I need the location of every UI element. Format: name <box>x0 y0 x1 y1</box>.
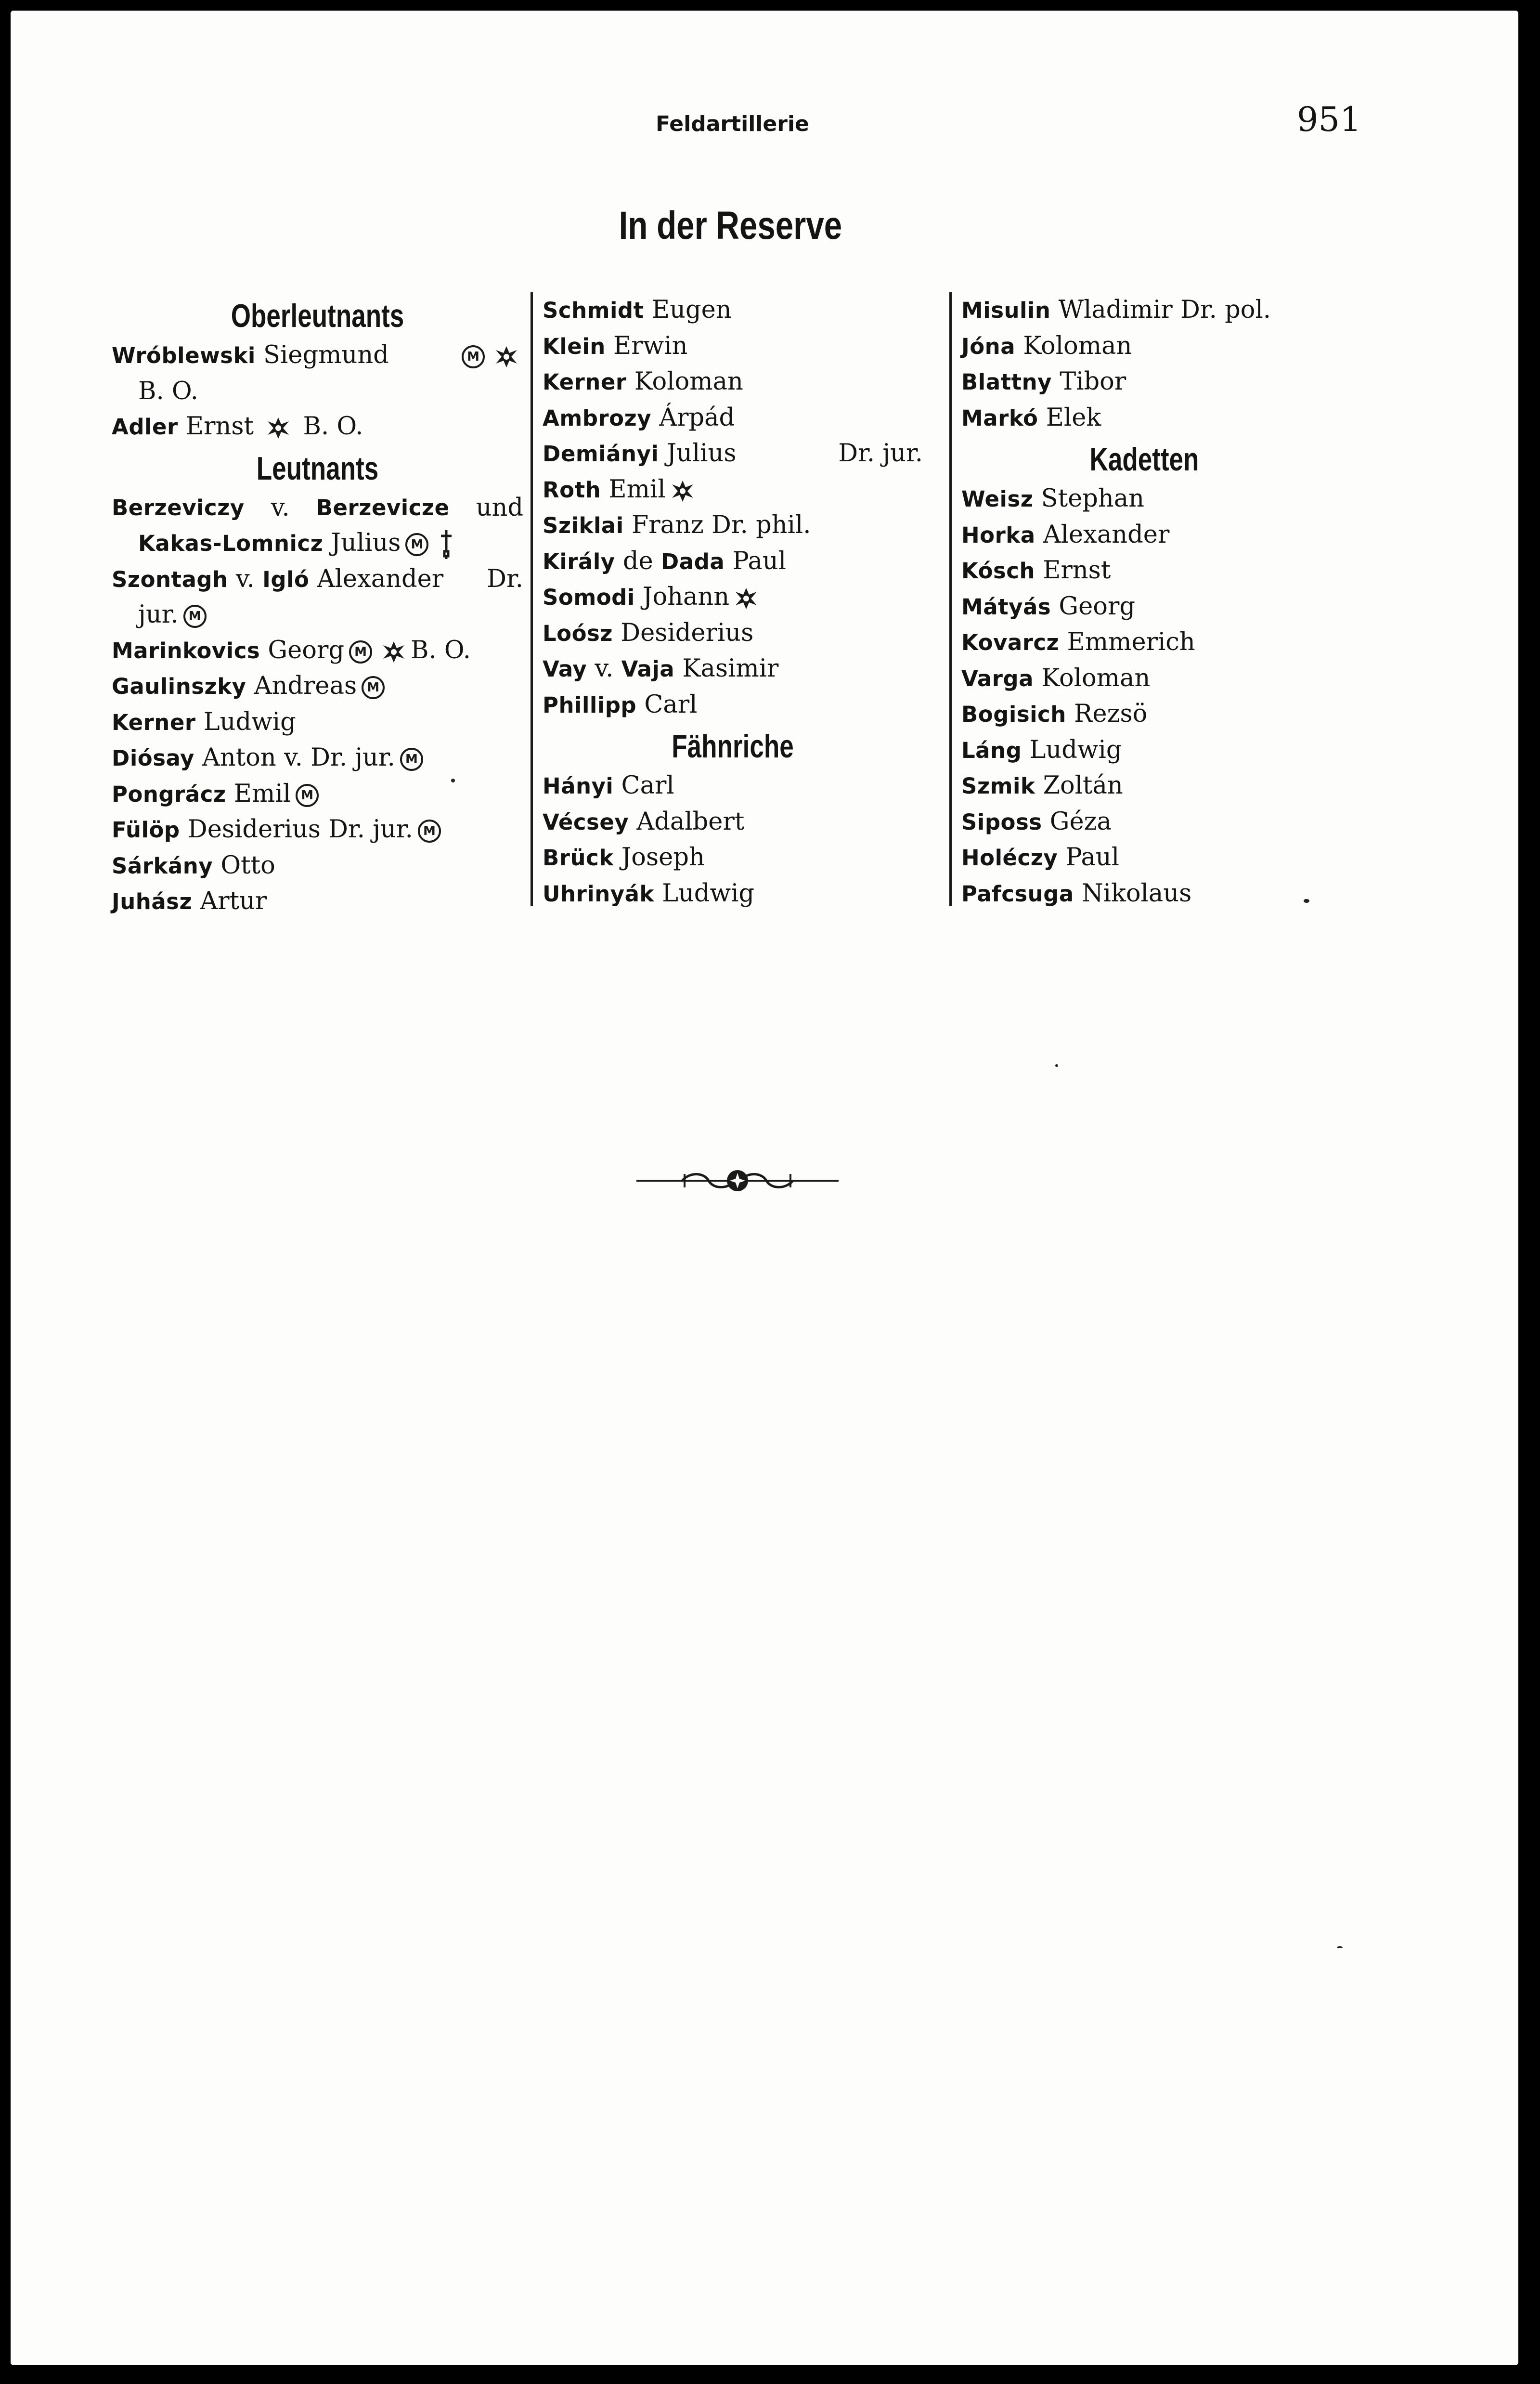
scan-speck <box>1337 1946 1343 1948</box>
surname: Klein <box>543 333 606 359</box>
given-name: Otto <box>220 851 275 880</box>
given-name: Joseph <box>621 843 705 872</box>
given-name: Eugen <box>651 296 732 324</box>
list-item <box>961 481 1327 517</box>
given-name: Carl <box>644 690 698 719</box>
surname: Berzeviczy <box>112 495 245 521</box>
title: Dr. jur. <box>838 439 923 468</box>
given-name: Stephan <box>1041 484 1145 513</box>
list-item <box>112 668 523 704</box>
page-number: 951 <box>1297 100 1361 139</box>
surname: Wróblewski <box>112 343 256 368</box>
list-item <box>543 804 923 840</box>
given-name: Johann <box>643 583 730 611</box>
decoration-suffix: B. O. <box>138 377 198 405</box>
list-item <box>961 732 1327 769</box>
list-item <box>543 579 923 615</box>
surname: Weisz <box>961 486 1034 512</box>
given-name: Adalbert <box>636 807 745 836</box>
given-name: Julius <box>331 529 401 557</box>
list-item <box>543 876 923 912</box>
list-item <box>543 364 923 400</box>
given-name: Ludwig <box>662 879 755 908</box>
medal-icon: M <box>183 605 207 628</box>
given-name: Erwin <box>613 331 688 360</box>
list-item <box>112 338 523 409</box>
list-item <box>961 517 1327 553</box>
list-item <box>543 292 923 328</box>
given-name: Kasimir <box>682 654 779 683</box>
surname: Jóna <box>961 333 1016 359</box>
heading-oberleutnants: Oberleutnants <box>231 298 404 334</box>
list-item <box>961 625 1327 661</box>
list-item <box>961 292 1327 328</box>
given-name: Nikolaus <box>1082 879 1192 908</box>
surname: Schmidt <box>543 298 644 323</box>
given-name: Tibor <box>1060 367 1126 396</box>
surname: Blattny <box>961 369 1052 395</box>
given-name: Koloman <box>634 367 743 396</box>
surname: Kerner <box>543 369 627 395</box>
given-name: Franz <box>631 511 704 539</box>
list-item <box>112 409 523 445</box>
surname: Diósay <box>112 745 194 771</box>
list-item <box>961 661 1327 697</box>
list-item <box>112 848 523 884</box>
surname: Fülöp <box>112 817 180 843</box>
page-sheet <box>11 11 1518 2365</box>
list-item <box>543 687 923 723</box>
section-title: In der Reserve <box>619 204 842 248</box>
medal-icon: M <box>296 784 319 807</box>
list-item <box>543 840 923 876</box>
surname: Kovarcz <box>961 630 1060 655</box>
surname: Bogisich <box>961 702 1066 727</box>
surname: Loósz <box>543 620 613 646</box>
given-name: Emil <box>608 475 666 504</box>
title-continued: jur. <box>138 600 179 629</box>
surname: Király <box>543 548 615 574</box>
surname: Mátyás <box>961 594 1051 620</box>
list-item <box>961 696 1327 732</box>
list-item <box>961 328 1327 365</box>
list-item <box>112 633 523 669</box>
surname: Vécsey <box>543 809 629 835</box>
list-item <box>112 812 523 848</box>
scan-speck <box>1304 899 1309 903</box>
surname: Gaulinszky <box>112 674 246 699</box>
given-name: Desiderius <box>621 618 754 647</box>
cross-icon <box>382 640 406 664</box>
surname: Demiányi <box>543 441 659 467</box>
decoration-suffix: B. O. <box>303 412 363 441</box>
column-right <box>949 292 1327 906</box>
given-name: Georg <box>1059 592 1136 621</box>
particle: de <box>622 547 653 575</box>
heading-kadetten: Kadetten <box>1089 441 1199 478</box>
list-item <box>112 884 523 920</box>
cross-icon <box>494 345 518 369</box>
surname: Pongrácz <box>112 781 226 807</box>
list-item <box>543 436 923 472</box>
given-name: Géza <box>1049 807 1112 836</box>
column-left <box>112 292 523 920</box>
surname: Sziklai <box>543 513 624 538</box>
cross-icon <box>266 416 290 440</box>
list-item <box>112 704 523 741</box>
surname: Berzevicze <box>316 495 450 521</box>
list-item <box>543 544 923 580</box>
surname: Szontagh <box>112 566 228 592</box>
given-name: Koloman <box>1023 331 1132 360</box>
list-item <box>961 364 1327 400</box>
scan-speck <box>451 779 455 782</box>
list-item <box>961 553 1327 589</box>
medal-icon: M <box>418 820 441 843</box>
surname: Vaja <box>621 656 675 682</box>
list-item <box>543 651 923 687</box>
medal-icon: M <box>362 676 385 699</box>
heading-fahnriche: Fähnriche <box>672 728 794 765</box>
surname: Kerner <box>112 709 196 735</box>
given-name: Ernst <box>185 412 254 441</box>
list-item <box>961 876 1327 912</box>
particle: v. <box>235 564 255 593</box>
given-name: Anton <box>202 743 276 772</box>
surname: Szmik <box>961 773 1035 799</box>
surname: Misulin <box>961 298 1051 323</box>
surname: Igló <box>262 566 310 592</box>
medal-icon: M <box>405 533 428 556</box>
given-name: Artur <box>200 887 267 915</box>
list-item <box>961 768 1327 804</box>
surname: Kakas-Lomnicz <box>138 531 324 556</box>
medal-icon: M <box>349 640 372 664</box>
cross-icon <box>734 586 758 611</box>
given-name: Carl <box>621 771 674 800</box>
given-name: Emil <box>233 779 291 808</box>
given-name: Julius <box>666 439 737 468</box>
list-item <box>112 776 523 812</box>
surname: Roth <box>543 477 601 503</box>
heading-leutnants: Leutnants <box>256 450 379 487</box>
surname: Sárkány <box>112 853 213 879</box>
given-name: Ludwig <box>203 707 296 736</box>
title: Dr. pol. <box>1180 296 1271 324</box>
given-name: Árpád <box>659 403 735 432</box>
surname: Juhász <box>112 889 193 914</box>
list-item <box>543 472 923 508</box>
given-name: Emmerich <box>1067 628 1195 656</box>
given-name: Alexander <box>1043 520 1170 549</box>
list-item <box>543 508 923 544</box>
title: Dr. jur. <box>328 815 413 844</box>
list-item <box>543 328 923 365</box>
surname: Holéczy <box>961 845 1058 871</box>
list-item <box>112 561 523 633</box>
list-item <box>961 589 1327 625</box>
title: v. Dr. jur. <box>284 743 395 772</box>
surname: Varga <box>961 665 1034 691</box>
given-name: Wladimir <box>1058 296 1173 324</box>
surname: Ambrozy <box>543 405 652 431</box>
given-name: Zoltán <box>1043 771 1123 800</box>
conjunction: und <box>476 493 523 522</box>
surname: Marinkovics <box>112 638 260 664</box>
list-item <box>543 768 923 804</box>
column-middle <box>531 292 923 906</box>
list-item <box>961 804 1327 840</box>
running-title: Feldartillerie <box>656 112 809 136</box>
given-name: Koloman <box>1041 664 1151 692</box>
list-item <box>543 400 923 436</box>
given-name: Ludwig <box>1029 735 1122 764</box>
particle: v. <box>271 493 290 522</box>
given-name: Andreas <box>254 672 357 700</box>
list-item <box>961 400 1327 436</box>
scan-speck <box>1055 1064 1058 1067</box>
surname: Adler <box>112 414 178 440</box>
surname: Somodi <box>543 585 635 610</box>
decoration-suffix: B. O. <box>411 636 471 664</box>
surname: Dada <box>660 548 725 574</box>
medal-icon: M <box>462 345 485 368</box>
surname: Pafcsuga <box>961 881 1074 907</box>
list-item <box>112 490 523 561</box>
divider-ornament-icon <box>636 1166 839 1195</box>
list-item <box>543 615 923 651</box>
list-item <box>961 840 1327 876</box>
surname: Kósch <box>961 558 1035 584</box>
list-item <box>112 740 523 776</box>
surname: Siposs <box>961 809 1042 835</box>
sword-icon <box>438 529 454 560</box>
surname: Phillipp <box>543 692 637 718</box>
surname: Brück <box>543 845 614 871</box>
given-name: Siegmund <box>263 341 389 369</box>
given-name: Georg <box>268 636 345 664</box>
surname: Horka <box>961 522 1035 548</box>
medal-icon: M <box>400 748 423 771</box>
surname: Hányi <box>543 773 614 799</box>
given-name: Alexander <box>317 564 444 593</box>
given-name: Rezsö <box>1074 700 1148 728</box>
given-name: Elek <box>1046 403 1101 432</box>
given-name: Paul <box>1065 843 1120 872</box>
surname: Vay <box>543 656 587 682</box>
title: Dr. <box>487 564 523 593</box>
cross-icon <box>671 479 695 503</box>
title: Dr. phil. <box>712 511 811 539</box>
surname: Markó <box>961 405 1038 431</box>
surname: Láng <box>961 737 1022 763</box>
given-name: Paul <box>732 547 787 575</box>
given-name: Desiderius <box>187 815 321 844</box>
surname: Uhrinyák <box>543 881 654 907</box>
particle: v. <box>595 654 614 683</box>
given-name: Ernst <box>1043 556 1111 585</box>
